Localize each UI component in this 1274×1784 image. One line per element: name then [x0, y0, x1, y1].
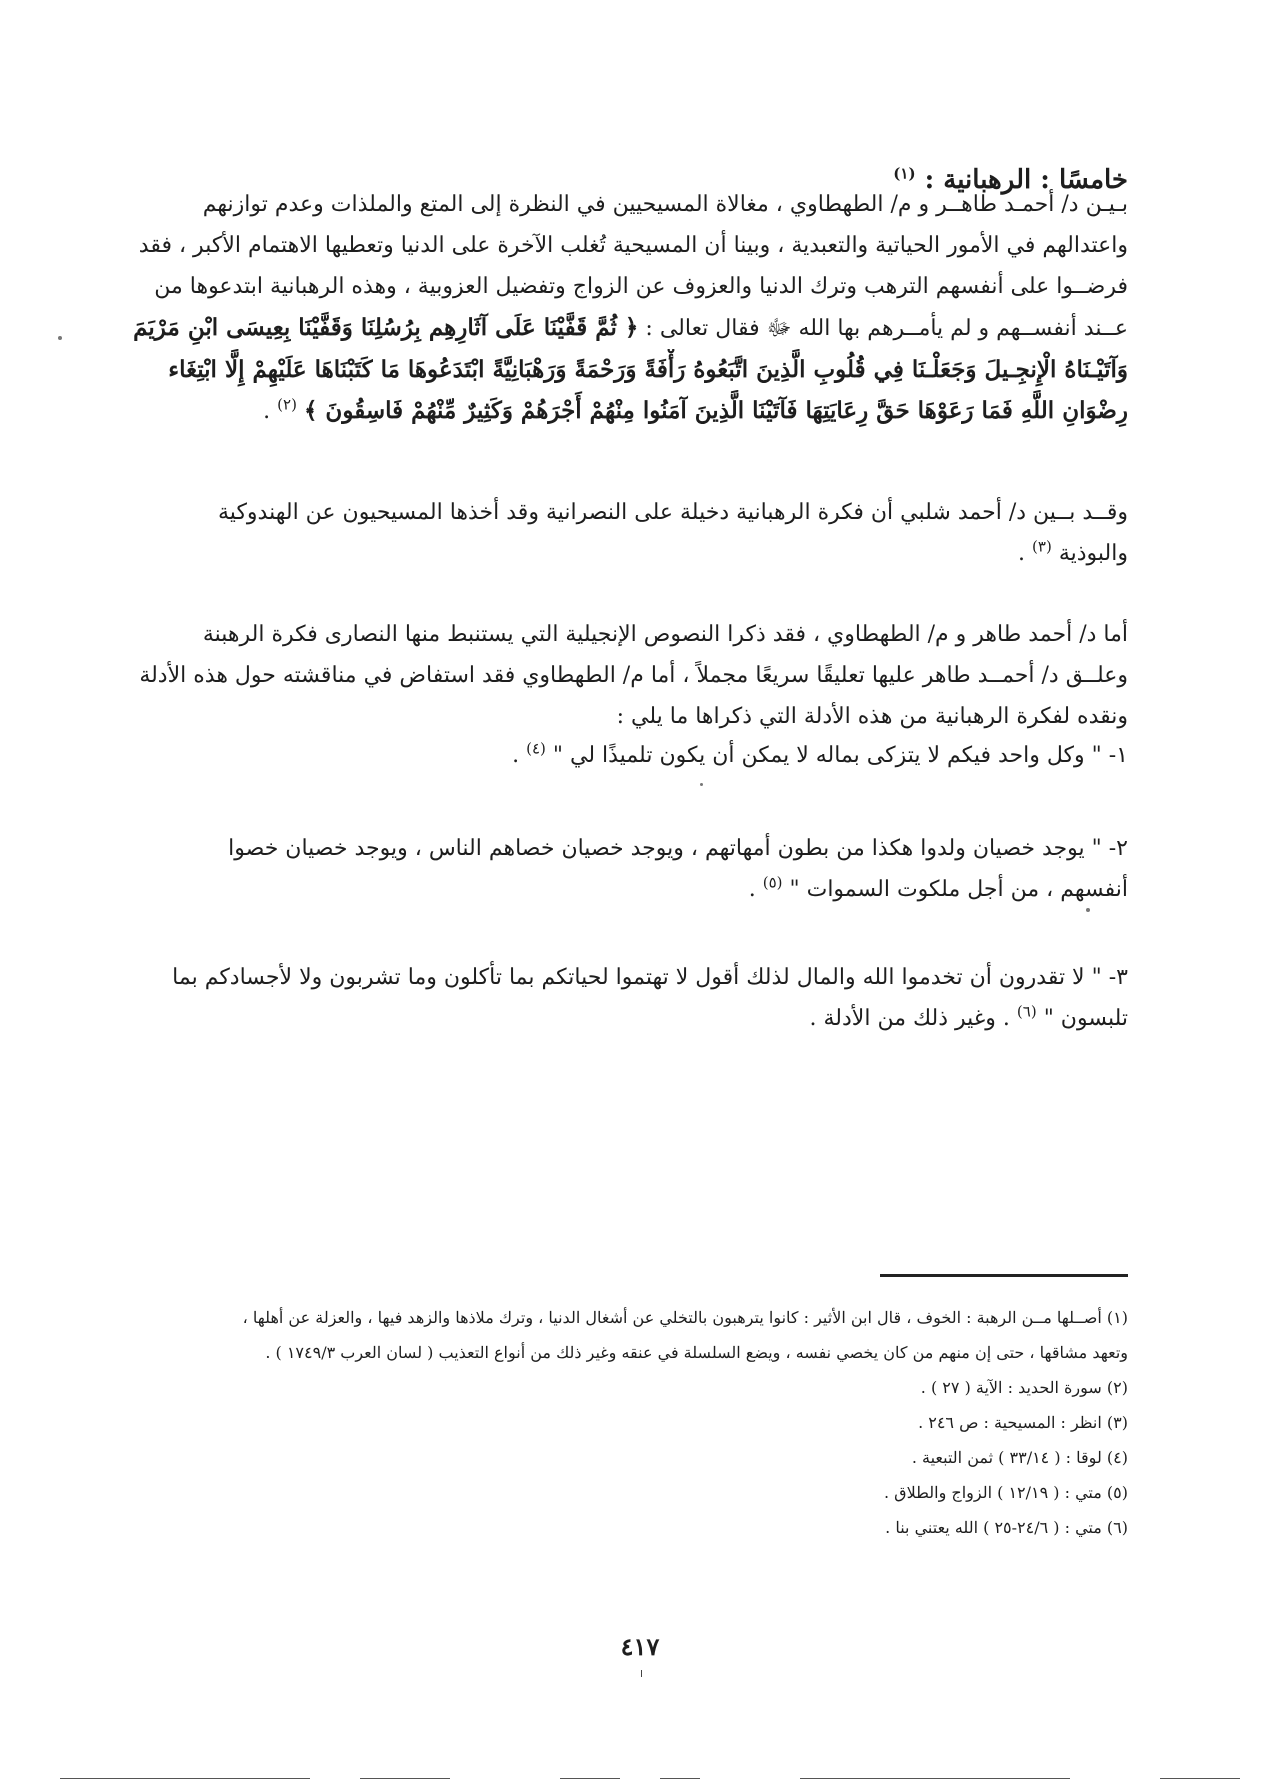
footnote-item: وتعهد مشاقها ، حتى إن منهم من كان يخصي نفسه ، ويضع السلسلة في عنقه وغير ذلك من أنواع التعذيب ( لسان العرب ١٧٤٩/٣ ) .	[265, 1343, 1128, 1362]
paragraph-shalaby	[128, 492, 1128, 574]
scan-mark	[700, 783, 703, 786]
scan-mark	[660, 1778, 700, 1779]
page-number: ٤١٧	[620, 1632, 660, 1661]
list-item-line	[128, 998, 1128, 1039]
scan-mark	[800, 1778, 1070, 1779]
paragraph-gospel-texts	[128, 614, 1128, 737]
footnote-ref-4: (٤)	[526, 739, 546, 758]
paragraph-monasticism-intro	[128, 184, 1128, 432]
footnote-item: (٦) متي : ( ٢٤/٦-٢٥ ) الله يعتني بنا .	[885, 1518, 1128, 1537]
list-number: ٣-	[1108, 965, 1128, 990]
footnote-ref-3: (٣)	[1032, 537, 1052, 556]
list-item	[128, 957, 1128, 1039]
list-number: ١-	[1108, 743, 1128, 768]
footnote-item: (١) أصــلها مــن الرهبة : الخوف ، قال ابن الأثير : كانوا يترهبون بالتخلي عن أشغال الدنيا ، وترك ملاذها والزهد فيها ، والعزلة عن أهلها ،	[242, 1308, 1128, 1327]
scan-mark	[1160, 1778, 1240, 1779]
scan-mark	[560, 1778, 620, 1779]
footnote-ref-1: (١)	[893, 164, 916, 183]
list-item-line	[128, 869, 1128, 910]
scan-mark	[58, 336, 62, 340]
list-text: " يوجد خصيان ولدوا هكذا من بطون أمهاتهم ، ويوجد خصيان خصاهم الناس ، ويوجد خصيان خصوا	[228, 836, 1102, 861]
paragraph-line	[128, 533, 1128, 574]
quran-verse-line	[128, 390, 1128, 432]
quran-verse-end: رِضْوَانِ اللَّهِ فَمَا رَعَوْهَا حَقَّ رِعَايَتِهَا فَآتَيْنَا الَّذِينَ آمَنُوا مِنْهُمْ أَجْرَهُمْ وَكَثِيرٌ مِّنْهُمْ فَاسِقُونَ ﴾	[303, 397, 1128, 424]
list-item-line	[128, 957, 1128, 998]
period: .	[512, 743, 520, 768]
footnotes	[128, 1300, 1128, 1545]
footnote-separator	[880, 1274, 1128, 1277]
paragraph-text: والبوذية	[1058, 541, 1128, 566]
footnote-item: (٥) متي : ( ١٢/١٩ ) الزواج والطلاق .	[883, 1483, 1128, 1502]
period: .	[1018, 541, 1026, 566]
footnote-ref-6: (٦)	[1016, 1002, 1037, 1021]
list-item	[128, 735, 1128, 776]
list-text-end: . وغير ذلك من الأدلة .	[809, 1006, 1010, 1031]
list-number: ٢-	[1108, 836, 1128, 861]
paragraph-line: واعتدالهم في الأمور الحياتية والتعبدية ، وبينا أن المسيحية تُغلب الآخرة على الدنيا وتعطيها الاهتمام الأكبر ، فقد	[138, 233, 1128, 258]
period: .	[748, 877, 756, 902]
scan-mark	[60, 1778, 310, 1779]
intro-text: عــند أنفســهم و لم يأمــرهم بها الله ﷻ فقال تعالى :	[645, 316, 1128, 341]
footnote-ref-2: (٢)	[277, 395, 297, 414]
scan-mark	[641, 1670, 642, 1677]
list-text: تلبسون "	[1043, 1006, 1128, 1031]
paragraph-line: وقــد بــين د/ أحمد شلبي أن فكرة الرهبانية دخيلة على النصرانية وقد أخذها المسيحيون عن الهندوكية	[218, 500, 1128, 525]
list-text: " لا تقدرون أن تخدموا الله والمال لذلك أقول لا تهتموا لحياتكم بما تأكلون وما تشربون ولا لأجسادكم بما	[172, 965, 1102, 990]
period: .	[263, 399, 271, 424]
paragraph-line: بـيـن د/ أحمـد طاهــر و م/ الطهطاوي ، مغالاة المسيحيين في النظرة إلى المتع والملذات وعدم توازنهم	[202, 192, 1128, 217]
paragraph-line: فرضــوا على أنفسهم الترهب وترك الدنيا والعزوف عن الزواج وتفضيل العزوبية ، وهذه الرهبانية ابتدعوها من	[154, 274, 1128, 299]
list-item-line	[128, 735, 1128, 776]
list-text: أنفسهم ، من أجل ملكوت السموات "	[789, 877, 1128, 902]
list-text: " وكل واحد فيكم لا يتزكى بماله لا يمكن أن يكون تلميذًا لي "	[552, 743, 1102, 768]
paragraph-line: وعلــق د/ أحمــد طاهر عليها تعليقًا سريعًا مجملاً ، أما م/ الطهطاوي فقد استفاض في مناقشته حول هذه الأدلة	[139, 663, 1128, 688]
footnote-ref-5: (٥)	[762, 873, 783, 892]
heading-text: خامسًا : الرهبانية :	[924, 165, 1128, 195]
footnote-item: (٤) لوقا : ( ٣٣/١٤ ) ثمن التبعية .	[911, 1448, 1128, 1467]
paragraph-line	[128, 307, 1128, 349]
quran-verse-line: وَآتَيْـنَاهُ الْإِنجِـيلَ وَجَعَلْـنَا فِي قُلُوبِ الَّذِينَ اتَّبَعُوهُ رَأْفَةً وَرَحْمَةً وَرَهْبَانِيَّةً ابْتَدَعُوهَا مَا كَتَبْنَاهَا عَلَيْهِمْ إِلَّا ابْتِغَاء	[168, 356, 1128, 383]
paragraph-line: ونقده لفكرة الرهبانية من هذه الأدلة التي ذكراها ما يلي :	[616, 704, 1128, 729]
paragraph-line: أما د/ أحمد طاهر و م/ الطهطاوي ، فقد ذكرا النصوص الإنجيلية التي يستنبط منها النصارى فكرة الرهبنة	[202, 622, 1128, 647]
footnote-item: (٢) سورة الحديد : الآية ( ٢٧ ) .	[920, 1378, 1128, 1397]
scan-mark	[1086, 908, 1090, 912]
footnote-item: (٣) انظر : المسيحية : ص ٢٤٦ .	[918, 1413, 1128, 1432]
list-item	[128, 828, 1128, 910]
quran-verse-start: ﴿ ثُمَّ قَفَّيْنَا عَلَى آثَارِهِم بِرُسُلِنَا وَقَفَّيْنَا بِعِيسَى ابْنِ مَرْيَمَ	[133, 314, 639, 341]
list-item-line	[128, 828, 1128, 869]
scan-mark	[360, 1778, 450, 1779]
